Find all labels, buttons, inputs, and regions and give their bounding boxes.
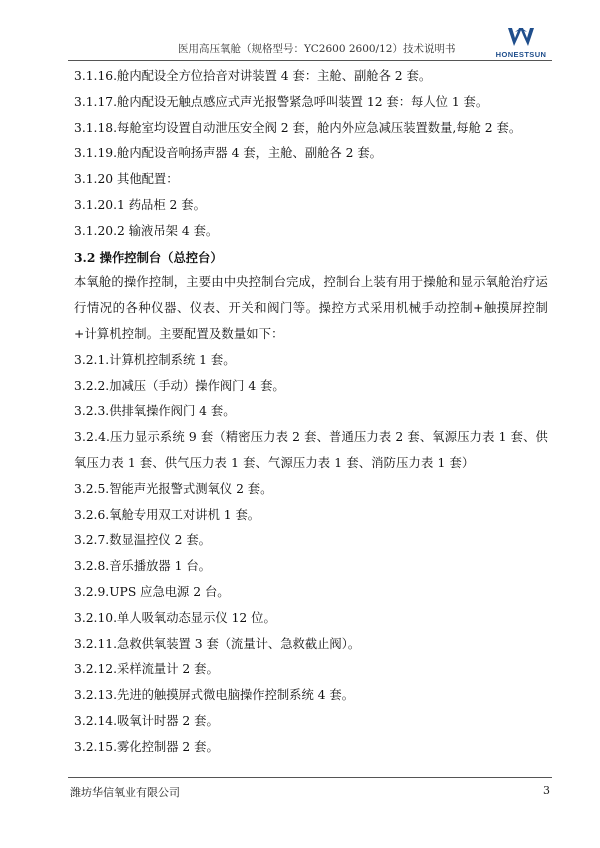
control-item: 3.2.8.音乐播放器 1 台。 (74, 559, 211, 574)
spec-line: 3.1.16.舱内配设全方位拾音对讲装置 4 套：主舱、副舱各 2 套。 (74, 69, 432, 83)
control-item: 3.2.9.UPS 应急电源 2 台。 (74, 584, 230, 599)
header-divider (68, 60, 552, 61)
footer-divider (68, 777, 552, 778)
page-number: 3 (543, 784, 550, 797)
control-item: 3.2.14.吸氧计时器 2 套。 (74, 713, 219, 728)
page-header (0, 0, 600, 62)
document-body (74, 64, 548, 761)
section-heading: 3.2 操作控制台（总控台） (74, 249, 223, 265)
spec-line: 3.1.20 其他配置： (74, 172, 179, 187)
control-item: 3.2.13.先进的触摸屏式微电脑操作控制系统 4 套。 (74, 688, 355, 703)
control-item: 3.2.2.加减压（手动）操作阀门 4 套。 (74, 378, 285, 393)
spec-line: 3.1.20.2 输液吊架 4 套。 (74, 223, 219, 238)
control-item: 3.2.6.氧舱专用双工对讲机 1 套。 (74, 507, 261, 522)
control-item: 3.2.10.单人吸氧动态显示仪 12 位。 (74, 610, 276, 625)
control-item: 3.2.7.数显温控仪 2 套。 (74, 533, 211, 548)
control-item: 3.2.11.急救供氧装置 3 套（流量计、急救截止阀）。 (74, 636, 361, 651)
spec-line: 3.1.18.每舱室均设置自动泄压安全阀 2 套，舱内外应急减压装置数量,每舱 2 套。 (74, 120, 522, 135)
spec-line: 3.1.19.舱内配设音响扬声器 4 套，主舱、副舱各 2 套。 (74, 146, 382, 161)
section-intro: 本氧舱的操作控制，主要由中央控制台完成，控制台上装有用于操舱和显示氧舱治疗运行情况的各种仪器、仪表、开关和阀门等。操控方式采用机械手动控制+触摸屏控制+计算机控制。主要配置及数量如下： (74, 275, 548, 341)
control-item: 3.2.4.压力显示系统 9 套（精密压力表 2 套、普通压力表 2 套、氧源压力表 1 套、供氧压力表 1 套、供气压力表 1 套、气源压力表 1 套、消防压力表 1 套） (74, 430, 548, 470)
spec-line: 3.1.17.舱内配设无触点感应式声光报警紧急呼叫装置 12 套：每人位 1 套。 (74, 94, 489, 109)
control-item: 3.2.12.采样流量计 2 套。 (74, 662, 219, 677)
spec-line: 3.1.20.1 药品柜 2 套。 (74, 197, 206, 212)
footer-company-name: 潍坊华信氧业有限公司 (70, 786, 180, 799)
logo-wordmark: HONESTSUN (495, 50, 547, 59)
logo-mark-icon (486, 26, 556, 50)
control-item: 3.2.1.计算机控制系统 1 套。 (74, 352, 236, 367)
document-title: 医用高压氧舱（规格型号：YC2600 2600/12）技术说明书 (178, 43, 456, 55)
control-item: 3.2.3.供排氧操作阀门 4 套。 (74, 404, 236, 419)
control-item: 3.2.5.智能声光报警式测氧仪 2 套。 (74, 481, 273, 496)
company-logo (486, 26, 556, 60)
control-item: 3.2.15.雾化控制器 2 套。 (74, 739, 219, 754)
